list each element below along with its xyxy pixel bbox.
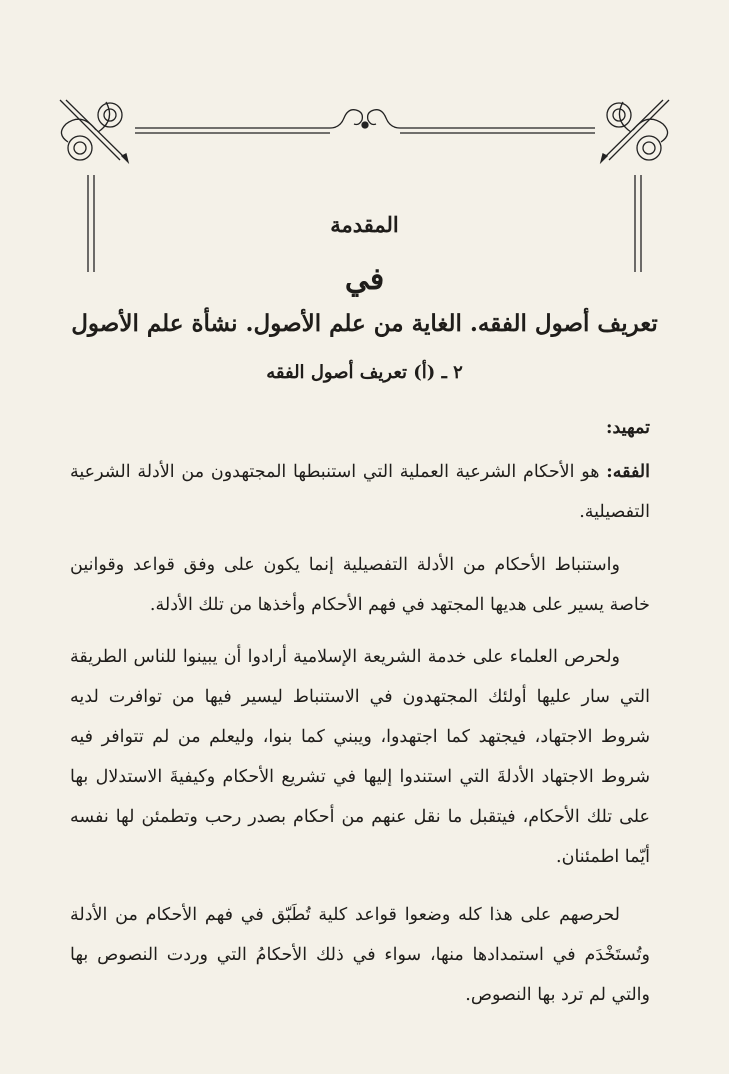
paragraph-istinbat: واستنباط الأحكام من الأدلة التفصيلية إنما يكون على وفق قواعد وقوانين خاصة يسير على هديها المجتهد في فهم الأحكام وأخذها من تلك الأدلة. xyxy=(70,555,650,615)
intro-heading: المقدمة xyxy=(330,212,399,237)
fi-heading: في xyxy=(344,262,385,297)
paragraph-qawaid: لحرصهم على هذا كله وضعوا قواعد كلية تُطَبّق في فهم الأحكام من الأدلة وتُستَخْدَم في استمدادها منها، سواء في ذلك الأحكامُ التي وردت النصوص بها والتي لم ترد بها النصوص. xyxy=(70,905,650,1005)
tamhid-label: تمهيد: xyxy=(606,418,650,438)
paragraph-ulama: ولحرص العلماء على خدمة الشريعة الإسلامية أرادوا أن يبينوا للناس الطريقة التي سار عليها أولئك المجتهدون في الاستنباط ليسير فيها من توافرت لديه شروط الاجتهاد، فيجتهد كما اجتهدوا، ويبني كما بنوا، وليعلم من لم تتوافر فيه شروط الاجتهاد الأدلةَ التي استندوا إليها في تشريع الأحكام وكيفيةَ الاستدلال بها على تلك الأحكام، فيتقبل ما نقل عنهم من أحكام بصدر رحب وتطمئن لها نفسه أيّما اطمئنان. xyxy=(70,647,650,867)
ornamental-frame xyxy=(0,0,729,300)
fiqh-definition-paragraph xyxy=(70,452,650,532)
main-title: تعريف أصول الفقه. الغاية من علم الأصول. نشأة علم الأصول xyxy=(71,310,658,337)
tamhid-line xyxy=(70,408,650,448)
section-title: ٢ ـ (أ) تعريف أصول الفقه xyxy=(266,362,463,383)
fiqh-label: الفقه: xyxy=(606,462,650,482)
fiqh-definition: هو الأحكام الشرعية العملية التي استنبطها المجتهدون من الأدلة الشرعية التفصيلية. xyxy=(70,462,650,522)
